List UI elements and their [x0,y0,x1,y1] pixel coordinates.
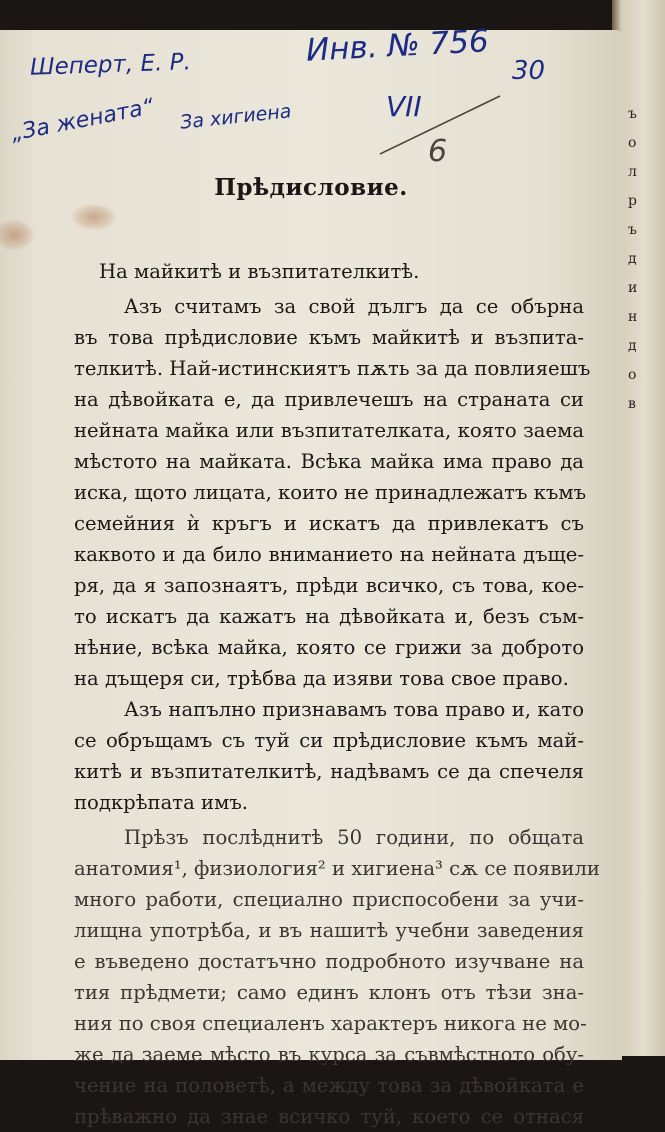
text-line: мѣстото на майката. Всѣка майка има право да [74,450,584,473]
pencil-shelf-mark: 6 [428,134,448,169]
text-line: ния по своя специаленъ характеръ никога не мо- [74,1012,587,1035]
margin-letter: д [628,251,637,267]
text-line: на дѣвойката е, да привлечешъ на страната си [74,388,584,411]
handwritten-catalog-number: Инв. № 756 [305,23,490,69]
margin-letter: л [628,164,637,180]
handwritten-subject: За хигиена [179,100,293,134]
text-line: китѣ и възпитателкитѣ, надѣвамъ се да спечеля [74,760,584,783]
text-line: тия прѣдмети; само единъ клонъ отъ тѣзи зна- [74,981,584,1004]
margin-letter: ъ [628,222,637,238]
text-line: подкрѣпата имъ. [74,791,249,814]
text-line: каквото и да било вниманието на нейната дъще- [74,543,584,566]
text-line: е въведено достатъчно подробното изучване на [74,950,584,973]
text-line: Прѣзъ послѣднитѣ 50 години, по общата [124,826,584,849]
text-line: нейната майка или възпитателката, която заема [74,419,584,442]
text-line: же да заеме мѣсто въ курса за съвмѣстното обу- [74,1043,584,1066]
text-line: На майкитѣ и възпитателкитѣ. [99,260,420,283]
underline-stroke [380,96,500,154]
margin-letter: н [628,309,638,325]
handwritten-underline [380,88,510,168]
text-line: се обръщамъ съ туй си прѣдисловие къмъ май- [74,729,584,752]
text-line: чение на половетѣ, а между това за дѣвойката е [74,1074,584,1097]
text-line: въ това прѣдисловие къмъ майкитѣ и възпита- [74,326,584,349]
handwritten-section: VII [386,90,422,123]
margin-letter: р [628,193,637,209]
text-line: нѣние, всѣка майка, която се грижи за доброто [74,636,584,659]
margin-letter: в [628,396,636,412]
text-line: семейния ѝ кръгъ и искатъ да привлекатъ съ [74,512,584,535]
foxing-stain [72,204,116,230]
text-line: лищна употрѣба, и въ нашитѣ учебни заведения [74,919,584,942]
margin-letter: и [628,280,638,296]
foxing-stain [0,220,34,250]
text-line: то искатъ да кажатъ на дѣвойката и, безъ съм- [74,605,584,628]
text-line: много работи, специално приспособени за учи- [74,888,584,911]
margin-letter: о [628,135,637,151]
text-line: иска, щото лицата, които не принадлежатъ къмъ [74,481,587,504]
body-text [74,256,600,1132]
text-line: Азъ считамъ за свой дългъ да се обърна [124,295,584,318]
handwritten-count: 30 [512,56,546,86]
page-title: Прѣдисловие. [214,174,408,201]
next-page-margin-letters [628,100,648,419]
margin-letter: д [628,338,637,354]
text-line: Азъ напълно признавамъ това право и, като [124,698,584,721]
handwritten-author: Шеперт, Е. Р. [29,49,192,81]
text-line: анатомия¹, физиология² и хигиена³ сѫ се появили [74,857,600,880]
margin-letter: ъ [628,106,637,122]
text-line: прѣважно да знае всичко туй, което се отнася [74,1105,584,1128]
text-line: ря, да я запознаятъ, прѣди всичко, съ това, кое- [74,574,584,597]
text-line: телкитѣ. Най-истинскиятъ пѫть за да повлияешъ [74,357,591,380]
text-line: на дъщеря си, трѣбва да изяви това свое право. [74,667,569,690]
handwritten-quote: „За жената“ [8,94,156,147]
margin-letter: о [628,367,637,383]
